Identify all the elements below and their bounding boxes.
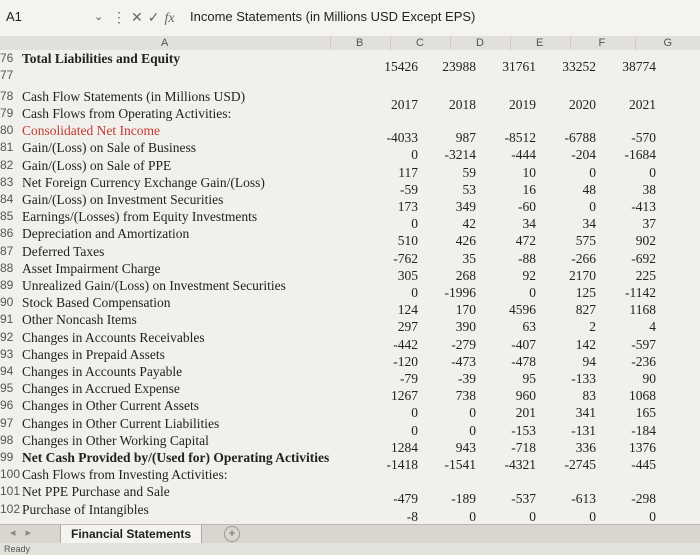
cell-value[interactable]: 90 [642,371,656,386]
cell-value[interactable]: -2745 [564,457,596,472]
cell-value[interactable]: -6788 [564,130,596,146]
cell-value[interactable]: 827 [575,302,596,318]
column-letter: B [356,37,364,49]
cell-value[interactable]: 510 [397,233,418,249]
cell-value[interactable]: -597 [631,336,656,352]
cell-value[interactable]: 1168 [629,302,656,318]
cell-label[interactable]: Cash Flow Statements (in Millions USD) [22,89,246,104]
cell-value[interactable]: -298 [631,491,656,507]
cell-value[interactable]: 738 [455,388,476,404]
cell-value[interactable]: -236 [631,353,656,369]
column-letter: G [663,37,673,49]
cell-label[interactable]: Earnings/(Losses) from Equity Investments [22,209,258,225]
year-header[interactable]: 2018 [449,97,476,112]
formula-bar-icons [112,6,175,30]
cell-value[interactable]: 16 [522,181,536,197]
row-number[interactable]: 101 [0,484,21,499]
cell-value[interactable]: -444 [511,147,536,163]
cell-value[interactable]: 902 [635,233,656,249]
cell-value[interactable]: 0 [469,422,476,438]
cell-value[interactable]: 38 [642,181,656,197]
cell-value[interactable]: 34 [522,216,536,232]
cell-value[interactable]: -445 [631,457,656,472]
cell-value[interactable]: 472 [515,233,536,249]
cell-value[interactable]: -442 [393,336,418,352]
cell-value[interactable]: -4033 [386,130,418,146]
cell-value[interactable]: 0 [529,285,536,300]
row-number[interactable]: 80 [0,123,14,138]
cell-label[interactable]: Consolidated Net Income [22,123,160,139]
row-number[interactable]: 94 [0,364,14,378]
formula-input[interactable]: Income Statements (in Millions USD Except EPS) [190,9,476,24]
more-options-icon[interactable]: ⋮ [112,9,131,25]
cell-value[interactable]: 0 [469,508,476,524]
status-text: Ready [4,544,31,554]
row-number[interactable]: 82 [0,157,14,172]
cell-value[interactable]: -133 [571,371,596,386]
cell-label[interactable]: Gain/(Loss) on Investment Securities [22,192,224,207]
cell-value[interactable]: 0 [469,405,476,421]
cell-value[interactable]: 0 [411,216,418,232]
cell-value[interactable]: -413 [631,199,656,214]
cell-value[interactable]: 48 [582,181,596,197]
cell-label[interactable]: Gain/(Loss) on Sale of PPE [22,157,172,173]
cell-value[interactable]: -266 [571,250,596,266]
column-header-e[interactable] [510,36,570,51]
cell-value[interactable]: 341 [575,405,596,421]
cell-label[interactable]: Net PPE Purchase and Sale [22,484,170,500]
cell-value[interactable]: 165 [635,405,656,421]
cell-value[interactable]: -204 [571,147,596,163]
cell-label[interactable]: Cash Flows from Investing Activities: [22,467,228,483]
sheet-nav-arrows[interactable]: ◂▸ [10,527,42,539]
cell-value[interactable]: 0 [589,508,596,524]
cell-value[interactable]: 23988 [442,59,476,74]
cell-value[interactable]: 1376 [629,439,656,455]
cell-value[interactable]: -479 [393,491,418,507]
cell-value[interactable]: -718 [511,439,536,455]
cell-value[interactable]: -4321 [504,457,536,472]
cell-value[interactable]: 575 [575,233,596,249]
row-100[interactable] [0,466,700,483]
cell-value[interactable]: -184 [631,422,656,438]
cell-value[interactable]: 426 [455,233,476,249]
row-number[interactable]: 95 [0,381,14,396]
cell-label[interactable]: Asset Impairment Charge [22,260,161,276]
cell-label[interactable]: Changes in Accounts Payable [22,364,183,379]
cell-value[interactable]: 4596 [509,302,536,318]
cell-value[interactable]: 95 [522,371,536,386]
cell-value[interactable]: -279 [451,336,476,352]
cell-value[interactable]: -60 [518,199,536,214]
cell-value[interactable]: 0 [411,405,418,421]
cell-label[interactable]: Changes in Other Current Assets [22,398,199,414]
cell-value[interactable]: -3214 [444,147,476,163]
cell-value[interactable]: 201 [515,405,536,421]
row-number[interactable]: 90 [0,295,14,310]
name-box[interactable]: A1 [6,9,22,24]
sheet-tab-bar [0,524,700,544]
cell-value[interactable]: 59 [462,164,476,180]
cell-value[interactable]: -59 [400,181,418,197]
column-header-b[interactable] [330,36,390,51]
cell-value[interactable]: -1142 [625,285,656,300]
cell-value[interactable]: 336 [575,439,596,455]
insert-function-icon[interactable]: fx [164,11,175,26]
cell-value[interactable]: 142 [575,336,596,352]
cell-value[interactable]: 117 [398,164,418,180]
cell-value[interactable]: -8512 [504,130,536,146]
cell-value[interactable]: -478 [511,353,536,369]
cell-value[interactable]: -613 [571,491,596,507]
cell-value[interactable]: 0 [589,199,596,214]
cell-value[interactable]: 173 [397,199,418,214]
cell-value[interactable]: -39 [458,371,476,386]
cell-value[interactable]: 37 [642,216,656,232]
cell-value[interactable]: 10 [522,164,536,180]
cell-value[interactable]: 297 [397,319,418,335]
cell-value[interactable]: 92 [522,267,536,283]
cell-value[interactable]: 0 [411,285,418,300]
cell-value[interactable]: -762 [393,250,418,266]
cell-value[interactable]: 42 [462,216,476,232]
cell-value[interactable]: 4 [649,319,656,335]
cell-label[interactable]: Cash Flows from Operating Activities: [22,106,232,121]
column-letter: E [536,37,544,49]
cell-label[interactable]: Net Cash Provided by/(Used for) Operating Activities [22,450,330,465]
cell-label[interactable]: Stock Based Compensation [22,295,171,311]
cell-value[interactable]: 349 [455,199,476,214]
cell-value[interactable]: 53 [462,181,476,197]
row-number[interactable]: 84 [0,192,14,206]
row-number[interactable]: 78 [0,89,14,103]
cell-value[interactable]: 305 [397,267,418,283]
cell-value[interactable]: 0 [649,508,656,524]
row-number[interactable]: 100 [0,467,21,482]
cell-label[interactable]: Changes in Accounts Receivables [22,329,205,345]
column-header-c[interactable] [390,36,450,51]
row-79[interactable] [0,105,700,122]
cell-value[interactable]: 83 [582,388,596,404]
cell-label[interactable]: Changes in Other Working Capital [22,432,209,448]
column-header-d[interactable] [450,36,510,51]
column-letter: C [416,37,424,49]
cell-value[interactable]: 31761 [502,59,536,74]
cell-value[interactable]: 0 [649,164,656,180]
cell-value[interactable]: 987 [455,130,476,146]
cell-value[interactable]: -8 [406,508,418,524]
cell-value[interactable]: 0 [529,508,536,524]
column-letter: F [598,37,606,49]
sheet-tab-financial-statements[interactable]: Financial Statements [60,525,202,545]
confirm-icon[interactable]: ✓ [147,9,165,25]
name-box-dropdown-icon[interactable]: ⌄ [94,11,104,23]
status-bar [0,543,700,555]
cell-label[interactable]: Changes in Accrued Expense [22,381,180,397]
cell-value[interactable]: -153 [511,422,536,438]
year-header[interactable]: 2017 [391,97,418,112]
row-number[interactable]: 76 [0,51,14,65]
cell-value[interactable]: -189 [451,491,476,507]
cell-value[interactable]: 2170 [569,267,596,283]
cell-value[interactable]: -131 [571,422,596,438]
year-header[interactable]: 2021 [629,97,656,112]
row-number[interactable]: 91 [0,312,14,327]
column-header-f[interactable] [570,36,635,51]
year-header[interactable]: 2020 [569,97,596,112]
cell-value[interactable]: -407 [511,336,536,352]
row-number[interactable]: 92 [0,329,14,344]
row-number[interactable]: 86 [0,226,14,241]
spreadsheet-grid[interactable] [0,50,700,524]
cell-value[interactable]: -1418 [386,457,418,472]
cell-value[interactable]: -79 [400,371,418,386]
cancel-icon[interactable]: ✕ [131,9,148,25]
cell-label[interactable]: Unrealized Gain/(Loss) on Investment Securities [22,278,286,293]
row-number[interactable]: 97 [0,415,14,430]
cell-value[interactable]: 2 [589,319,596,335]
cell-value[interactable]: 960 [515,388,536,404]
cell-value[interactable]: -1541 [444,457,476,472]
cell-value[interactable]: -88 [518,250,536,266]
cell-value[interactable]: 225 [635,267,656,283]
cell-value[interactable]: 94 [582,353,596,369]
cell-value[interactable]: 125 [575,285,596,300]
row-number[interactable]: 77 [0,68,14,82]
cell-label[interactable]: Other Noncash Items [22,312,137,328]
cell-value[interactable]: -1996 [444,285,476,300]
year-header[interactable]: 2019 [509,97,536,112]
cell-value[interactable]: 1068 [629,388,656,404]
cell-value[interactable]: 390 [455,319,476,335]
cell-value[interactable]: 0 [411,147,418,163]
cell-value[interactable]: 1284 [391,439,418,455]
cell-value[interactable]: 0 [411,422,418,438]
cell-value[interactable]: 34 [582,216,596,232]
column-header-a[interactable] [0,36,330,51]
cell-value[interactable]: -473 [451,353,476,369]
cell-value[interactable]: 38774 [622,59,656,74]
formula-bar [0,0,700,37]
cell-value[interactable]: 0 [589,164,596,180]
cell-label[interactable]: Total Liabilities and Equity [22,51,181,66]
cell-value[interactable]: -1684 [624,147,656,163]
cell-label[interactable]: Depreciation and Amortization [22,226,190,242]
cell-value[interactable]: 35 [462,250,476,266]
row-number[interactable]: 93 [0,346,14,361]
row-number[interactable]: 87 [0,243,14,258]
row-number[interactable]: 81 [0,140,14,155]
cell-value[interactable]: 124 [397,302,418,318]
column-header-g[interactable] [635,36,700,51]
row-number[interactable]: 85 [0,209,14,224]
cell-value[interactable]: -120 [393,353,418,369]
cell-label[interactable]: Changes in Other Current Liabilities [22,415,220,431]
cell-value[interactable]: 63 [522,319,536,335]
cell-value[interactable]: 170 [455,302,476,318]
column-letter: A [161,37,169,49]
row-number[interactable]: 102 [0,501,21,516]
cell-label[interactable]: Net Foreign Currency Exchange Gain/(Loss) [22,174,265,190]
cell-value[interactable]: 33252 [562,59,596,74]
row-number[interactable]: 89 [0,278,14,292]
cell-value[interactable]: -692 [631,250,656,266]
cell-label[interactable]: Changes in Prepaid Assets [22,346,165,362]
row-number[interactable]: 96 [0,398,14,413]
cell-value[interactable]: 15426 [384,59,418,74]
row-number[interactable]: 88 [0,260,14,275]
cell-value[interactable]: -537 [511,491,536,507]
cell-label[interactable]: Gain/(Loss) on Sale of Business [22,140,196,156]
cell-value[interactable]: 1267 [391,388,418,404]
row-number[interactable]: 99 [0,450,14,464]
row-number[interactable]: 83 [0,174,14,189]
cell-value[interactable]: -570 [631,130,656,146]
cell-label[interactable]: Purchase of Intangibles [22,501,149,517]
cell-value[interactable]: 268 [455,267,476,283]
cell-value[interactable]: 943 [455,439,476,455]
add-sheet-icon[interactable]: + [224,526,240,542]
row-number[interactable]: 98 [0,432,14,447]
column-letter: D [476,37,484,49]
row-number[interactable]: 79 [0,106,14,120]
cell-label[interactable]: Deferred Taxes [22,243,105,259]
